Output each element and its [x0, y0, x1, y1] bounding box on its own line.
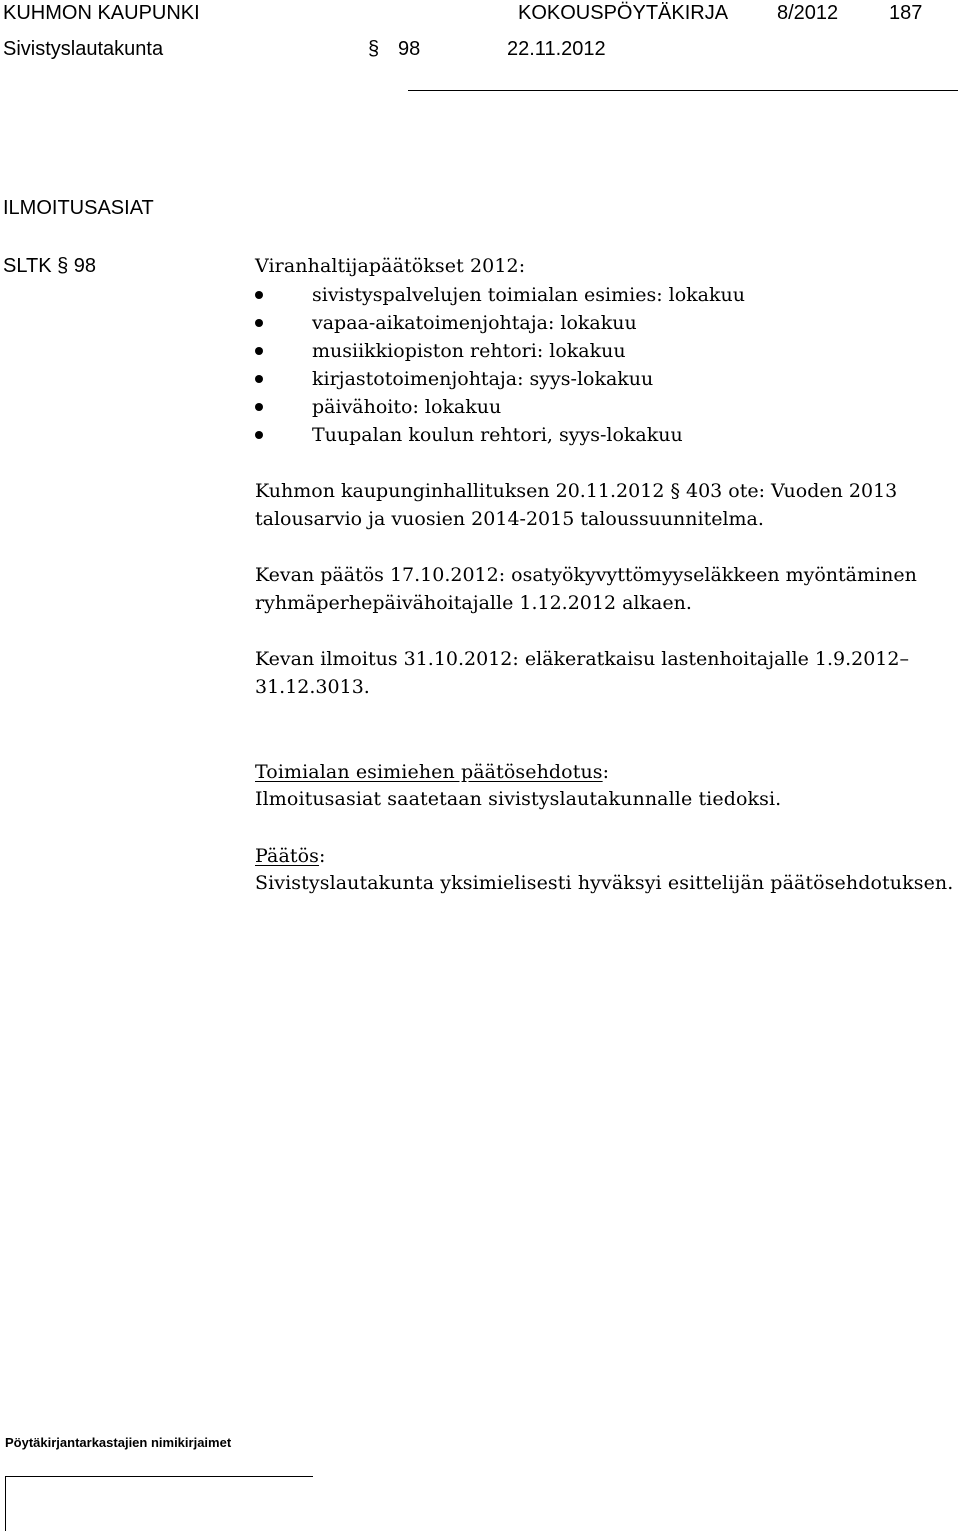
list-item-text: kirjastotoimenjohtaja: syys-lokakuu	[312, 368, 654, 390]
bullet-icon	[255, 375, 263, 383]
list-item	[255, 309, 745, 337]
proposal-text: Ilmoitusasiat saatetaan sivistyslautakunnalle tiedoksi.	[255, 788, 782, 810]
section-reference: 98	[398, 38, 421, 60]
section-mark-icon: §	[368, 38, 380, 60]
signature-box-left-border	[5, 1476, 6, 1531]
item-label	[3, 254, 96, 278]
signature-box-top-border	[5, 1476, 313, 1477]
municipality-name: KUHMON KAUPUNKI	[3, 2, 200, 24]
page-number: 187	[889, 2, 923, 24]
signatures-label: Pöytäkirjantarkastajien nimikirjaimet	[5, 1435, 232, 1450]
notice-keva-announcement: Kevan ilmoitus 31.10.2012: eläkeratkaisu lastenhoitajalle 1.9.2012–31.12.3013.	[255, 648, 909, 698]
bullet-icon	[255, 291, 263, 299]
item-number: 98	[73, 255, 97, 277]
notice-city-board: Kuhmon kaupunginhallituksen 20.11.2012 § 403 ote: Vuoden 2013 talousarvio ja vuosien 2014-2015 taloussuunnitelma.	[255, 480, 898, 530]
list-item	[255, 421, 745, 449]
list-item-text: vapaa-aikatoimenjohtaja: lokakuu	[312, 312, 637, 334]
board-name: Sivistyslautakunta	[3, 38, 164, 60]
notice-keva-decision: Kevan päätös 17.10.2012: osatyökyvyttömyyseläkkeen myöntäminen ryhmäperhepäivähoitajalle 1.12.2012 alkaen.	[255, 564, 917, 614]
decision-text: Sivistyslautakunta yksimielisesti hyväksyi esittelijän päätösehdotuksen.	[255, 872, 954, 894]
list-item	[255, 393, 745, 421]
section-heading: ILMOITUSASIAT	[3, 197, 154, 219]
decisions-list	[255, 281, 745, 449]
proposal-label: Toimialan esimiehen päätösehdotus	[255, 761, 603, 783]
proposal-heading: Toimialan esimiehen päätösehdotus:	[255, 761, 610, 783]
bullet-icon	[255, 403, 263, 411]
bullet-icon	[255, 347, 263, 355]
document-type: KOKOUSPÖYTÄKIRJA	[518, 2, 729, 24]
bullet-icon	[255, 431, 263, 439]
section-mark-icon: §	[57, 255, 69, 277]
list-item	[255, 365, 745, 393]
issue-number: 8/2012	[777, 2, 839, 24]
item-label-prefix: SLTK	[3, 255, 52, 277]
decisions-title: Viranhaltijapäätökset 2012:	[255, 255, 526, 277]
list-item	[255, 337, 745, 365]
list-item-text: päivähoito: lokakuu	[312, 396, 502, 418]
list-item-text: sivistyspalvelujen toimialan esimies: lokakuu	[312, 284, 745, 306]
list-item-text: musiikkiopiston rehtori: lokakuu	[312, 340, 626, 362]
list-item-text: Tuupalan koulun rehtori, syys-lokakuu	[312, 424, 683, 446]
bullet-icon	[255, 319, 263, 327]
header-rule	[408, 90, 958, 91]
decision-label: Päätös	[255, 845, 320, 867]
decision-heading: Päätös:	[255, 845, 326, 867]
meeting-date: 22.11.2012	[507, 38, 606, 60]
list-item	[255, 281, 745, 309]
